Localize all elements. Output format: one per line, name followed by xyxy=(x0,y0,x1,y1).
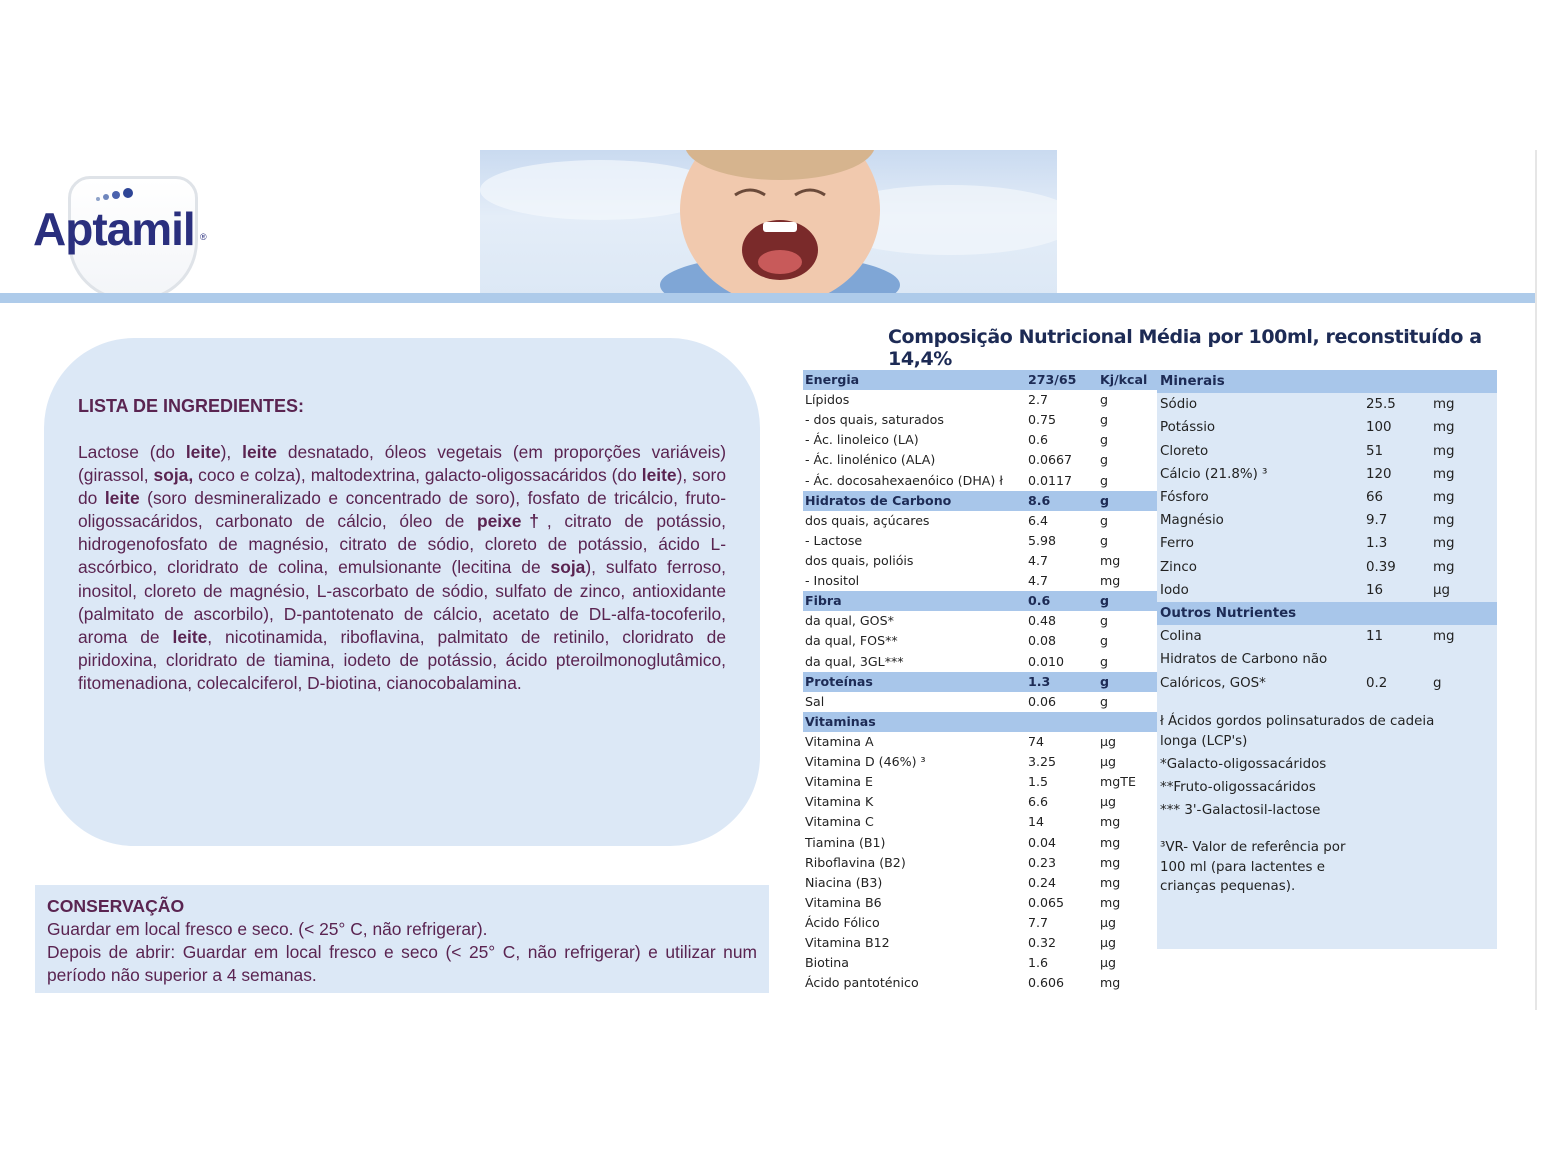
table-row xyxy=(803,531,1159,551)
row-value: 51 xyxy=(1366,443,1384,459)
table-row xyxy=(803,973,1159,993)
table-row xyxy=(1157,671,1497,694)
ingredient-text: Lactose (do xyxy=(78,442,186,462)
table-row xyxy=(803,732,1159,752)
table-row xyxy=(1157,648,1497,671)
ingredients-text xyxy=(78,441,726,695)
table-row xyxy=(1157,509,1497,532)
table-section-header xyxy=(803,672,1159,692)
table-row xyxy=(803,571,1159,591)
row-value: 0.39 xyxy=(1366,559,1396,575)
row-unit: mg xyxy=(1433,513,1455,529)
table-row xyxy=(803,430,1159,450)
brand-name: Aptamil xyxy=(33,203,195,255)
row-unit: g xyxy=(1100,653,1108,669)
row-unit: µg xyxy=(1100,794,1117,810)
row-unit: mg xyxy=(1100,834,1121,850)
footnote-3gl: *** 3'-Galactosil-lactose xyxy=(1160,802,1321,818)
row-value: 1.3 xyxy=(1366,536,1388,552)
table-row xyxy=(803,772,1159,792)
table-row xyxy=(1157,416,1497,439)
row-value: 0.08 xyxy=(1028,633,1057,649)
row-value: 74 xyxy=(1028,734,1045,750)
row-value: 0.23 xyxy=(1028,854,1057,870)
row-value: 120 xyxy=(1366,466,1392,482)
footnote-vr: ³VR- Valor de referência por 100 ml (para lactentes e crianças pequenas). xyxy=(1160,840,1346,894)
row-label: Cloreto xyxy=(1160,443,1209,459)
row-unit: g xyxy=(1100,432,1108,448)
row-value: 0.32 xyxy=(1028,935,1057,951)
row-label: Vitamina E xyxy=(805,774,873,790)
row-value: 0.606 xyxy=(1028,975,1065,991)
row-value: 9.7 xyxy=(1366,513,1388,529)
row-label: Ácido pantoténico xyxy=(805,975,919,991)
row-unit: mg xyxy=(1100,553,1121,569)
nutrition-table xyxy=(803,370,1159,993)
row-value: 0.06 xyxy=(1028,693,1057,709)
row-unit: µg xyxy=(1100,955,1117,971)
row-label: Ácido Fólico xyxy=(805,915,880,930)
table-row xyxy=(1157,532,1497,555)
row-unit: g xyxy=(1100,412,1108,428)
row-unit: mg xyxy=(1433,490,1455,506)
row-unit: g xyxy=(1100,613,1108,629)
table-row xyxy=(803,471,1159,491)
table-row xyxy=(803,953,1159,973)
table-section-header xyxy=(1157,602,1497,625)
row-label: Sódio xyxy=(1160,397,1198,413)
row-value: 0.24 xyxy=(1028,874,1057,890)
row-label: Potássio xyxy=(1160,420,1216,436)
footnotes xyxy=(1160,712,1460,900)
row-value: 66 xyxy=(1366,490,1384,506)
row-label: Niacina (B3) xyxy=(805,874,883,890)
baby-illustration xyxy=(480,150,1057,298)
row-label: Calóricos, GOS* xyxy=(1160,675,1266,691)
row-unit: g xyxy=(1433,675,1442,691)
row-unit: mg xyxy=(1100,814,1121,830)
row-value: 3.25 xyxy=(1028,754,1057,770)
row-unit: g xyxy=(1098,591,1159,611)
row-value: 8.6 xyxy=(1026,491,1098,511)
row-label: Vitamina B6 xyxy=(805,894,882,910)
row-label: Riboflavina (B2) xyxy=(805,854,906,870)
row-value: 0.04 xyxy=(1028,834,1057,850)
table-row xyxy=(803,390,1159,410)
nutrition-title: Composição Nutricional Média por 100ml, reconstituído a 14,4% xyxy=(888,326,1482,370)
table-section-header xyxy=(1157,370,1497,393)
row-unit: g xyxy=(1100,452,1108,468)
allergen-text: leite xyxy=(641,465,677,486)
row-label: Minerais xyxy=(1157,370,1363,393)
row-value: 1.6 xyxy=(1028,955,1049,971)
row-unit: mg xyxy=(1433,420,1455,436)
ingredient-text: , nicotinamida, riboflavina, palmitato de retinilo, cloridrato de piridoxina, cloridrato de tiamina, iodeto de potássio, ácido pteroilmonoglutâmico, fitomenadiona, colecalciferol, D-biotina, cianocobalamina. xyxy=(78,626,726,693)
table-section-header xyxy=(803,491,1159,511)
right-divider xyxy=(1535,150,1537,1010)
allergen-text: leite xyxy=(185,442,221,462)
row-unit: mg xyxy=(1433,443,1455,459)
row-label: Ferro xyxy=(1160,536,1194,552)
row-label: Outros Nutrientes xyxy=(1157,602,1363,625)
row-unit: g xyxy=(1098,672,1159,692)
row-value: 14 xyxy=(1028,814,1045,830)
row-value: 0.75 xyxy=(1028,412,1057,428)
row-value: 0.0667 xyxy=(1028,452,1073,468)
table-row xyxy=(1157,393,1497,416)
row-label: Hidratos de Carbono não xyxy=(1160,652,1328,668)
allergen-text: peixe† xyxy=(476,511,547,532)
row-unit: mg xyxy=(1100,573,1121,589)
row-unit: g xyxy=(1100,693,1108,709)
row-unit: µg xyxy=(1433,582,1451,598)
allergen-text: soja xyxy=(550,557,586,578)
ingredient-text: (soro desmineralizado e concentrado de soro), fosfato de tricálcio, fruto-oligossacáridos, carbonato de cálcio, óleo de xyxy=(78,488,726,532)
row-label: Energia xyxy=(803,370,1026,390)
row-unit: µg xyxy=(1100,734,1117,750)
row-label: da qual, 3GL*** xyxy=(805,653,904,669)
ingredient-text: ), xyxy=(220,442,243,462)
table-row xyxy=(1157,440,1497,463)
row-value: 1.5 xyxy=(1028,774,1049,790)
row-label: Hidratos de Carbono xyxy=(803,491,1026,511)
row-unit: g xyxy=(1100,392,1108,408)
table-row xyxy=(803,652,1159,672)
row-label: Vitamina A xyxy=(805,734,874,750)
row-value: 273/65 xyxy=(1026,370,1098,390)
row-label: Biotina xyxy=(805,955,849,971)
row-label: Colina xyxy=(1160,629,1202,645)
row-label: - Ác. docosahexaenóico (DHA) ł xyxy=(805,472,1003,488)
row-value: 11 xyxy=(1366,629,1384,645)
row-value: 0.6 xyxy=(1026,591,1098,611)
row-value: 6.4 xyxy=(1028,512,1049,528)
allergen-text: leite xyxy=(104,488,140,509)
table-row xyxy=(803,511,1159,531)
footnote-fos: **Fruto-oligossacáridos xyxy=(1160,779,1316,795)
ingredient-text: desnatado, óleos vegetais (em proporções variáveis) (girassol, xyxy=(78,442,726,486)
row-label: Fibra xyxy=(803,591,1026,611)
row-label: Vitamina B12 xyxy=(805,935,890,951)
row-value: 0.48 xyxy=(1028,613,1057,629)
row-unit: µg xyxy=(1100,915,1117,930)
row-label: - Inositol xyxy=(805,573,860,589)
table-row xyxy=(803,631,1159,651)
row-label: - Ác. linolénico (ALA) xyxy=(805,452,936,468)
row-value: 0.6 xyxy=(1028,432,1049,448)
row-value: 0.2 xyxy=(1366,675,1388,691)
table-row xyxy=(803,873,1159,893)
header-baby-image xyxy=(480,150,1057,298)
row-label: - dos quais, saturados xyxy=(805,412,944,428)
table-row xyxy=(803,752,1159,772)
table-row xyxy=(1157,486,1497,509)
table-section-header xyxy=(803,591,1159,611)
table-section-header xyxy=(803,370,1159,390)
ingredient-text: ), sulfato ferroso, inositol, cloreto de magnésio, L-ascorbato de sódio, sulfato de zinco, antioxidante (palmitato de ascorbilo), D-pantotenato de cálcio, acetato de DL-alfa-tocoferilo, aroma de xyxy=(78,557,726,647)
row-value: 7.7 xyxy=(1028,915,1049,930)
ingredient-text: ), soro do xyxy=(78,465,726,509)
row-label: da qual, FOS** xyxy=(805,633,898,649)
row-unit: mgTE xyxy=(1100,774,1136,790)
row-label: - Lactose xyxy=(805,532,863,548)
row-unit: Kj/kcal xyxy=(1098,370,1159,390)
conservation-title: CONSERVAÇÃO xyxy=(47,896,185,916)
table-row xyxy=(1157,556,1497,579)
minerals-table xyxy=(1157,370,1497,695)
row-unit: g xyxy=(1098,491,1159,511)
ingredients-title: LISTA DE INGREDIENTES: xyxy=(78,396,305,416)
allergen-text: leite xyxy=(242,442,277,462)
registered-mark: ® xyxy=(200,232,207,242)
row-value: 100 xyxy=(1366,420,1392,436)
table-row xyxy=(803,692,1159,712)
table-row xyxy=(803,812,1159,832)
row-value: 4.7 xyxy=(1028,553,1049,569)
ingredient-text: , citrato de potássio, hidrogenofosfato de magnésio, citrato de sódio, cloreto de potássio, ácido L-ascórbico, cloridrato de colina, emulsionante (lecitina de xyxy=(78,511,726,578)
row-label: Tiamina (B1) xyxy=(805,834,886,850)
row-label: - Ác. linoleico (LA) xyxy=(805,432,919,448)
table-row xyxy=(1157,579,1497,602)
row-unit: µg xyxy=(1100,754,1117,770)
table-row xyxy=(803,410,1159,430)
row-label: Vitamina C xyxy=(805,814,874,830)
row-value xyxy=(1363,602,1430,625)
row-label: Iodo xyxy=(1160,582,1189,598)
conservation-box xyxy=(35,885,769,993)
row-value: 0.010 xyxy=(1028,653,1065,669)
row-unit: mg xyxy=(1433,629,1455,645)
row-label: Cálcio (21.8%) ³ xyxy=(1160,466,1268,482)
allergen-text: soja, xyxy=(153,465,194,486)
row-label: Vitamina D (46%) ³ xyxy=(805,754,926,770)
row-unit: g xyxy=(1100,472,1108,488)
row-label: Vitaminas xyxy=(803,712,1026,732)
row-unit xyxy=(1098,712,1159,732)
row-label: Fósforo xyxy=(1160,490,1209,506)
row-value: 5.98 xyxy=(1028,532,1057,548)
row-label: dos quais, polióis xyxy=(805,553,914,569)
row-unit: mg xyxy=(1433,536,1455,552)
row-unit: g xyxy=(1100,633,1108,649)
row-unit: mg xyxy=(1433,466,1455,482)
row-label: Lípidos xyxy=(805,392,850,408)
header-band xyxy=(0,293,1536,303)
row-value: 0.065 xyxy=(1028,894,1065,910)
table-row xyxy=(1157,463,1497,486)
row-unit xyxy=(1430,602,1497,625)
row-label: dos quais, açúcares xyxy=(805,512,930,528)
row-unit: g xyxy=(1100,532,1108,548)
allergen-text: leite xyxy=(172,626,208,647)
row-unit: mg xyxy=(1100,894,1121,910)
aptamil-logo xyxy=(28,170,213,305)
row-value: 0.0117 xyxy=(1028,472,1073,488)
row-unit: mg xyxy=(1433,397,1455,413)
row-label: Vitamina K xyxy=(805,794,874,810)
table-row xyxy=(803,833,1159,853)
row-label: da qual, GOS* xyxy=(805,613,894,629)
ingredient-text: coco e colza), maltodextrina, galacto-oligossacáridos (do xyxy=(193,465,642,486)
row-unit: µg xyxy=(1100,935,1117,951)
row-value: 6.6 xyxy=(1028,794,1049,810)
table-row xyxy=(803,611,1159,631)
table-row xyxy=(1157,625,1497,648)
row-value: 25.5 xyxy=(1366,397,1396,413)
row-value: 16 xyxy=(1366,582,1384,598)
row-label: Magnésio xyxy=(1160,513,1224,529)
row-unit: mg xyxy=(1100,854,1121,870)
row-label: Sal xyxy=(805,693,825,709)
table-row xyxy=(803,933,1159,953)
row-unit: mg xyxy=(1100,874,1121,890)
table-row xyxy=(803,913,1159,933)
row-label: Proteínas xyxy=(803,672,1026,692)
row-value xyxy=(1363,370,1430,393)
table-row xyxy=(803,853,1159,873)
row-value: 4.7 xyxy=(1028,573,1049,589)
row-unit: g xyxy=(1100,512,1108,528)
table-row xyxy=(803,450,1159,470)
footnote-lcp: ł Ácidos gordos polinsaturados de cadeia longa (LCP's) xyxy=(1160,714,1435,749)
row-value: 2.7 xyxy=(1028,392,1049,408)
row-unit: mg xyxy=(1433,559,1455,575)
conservation-line-2: Depois de abrir: Guardar em local fresco e seco (< 25° C, não refrigerar) e utilizar num período não superior a 4 semanas. xyxy=(47,942,757,985)
table-row xyxy=(803,792,1159,812)
row-unit xyxy=(1430,370,1497,393)
row-value: 1.3 xyxy=(1026,672,1098,692)
table-row xyxy=(803,551,1159,571)
table-row xyxy=(803,893,1159,913)
row-value xyxy=(1026,712,1098,732)
table-section-header xyxy=(803,712,1159,732)
conservation-line-1: Guardar em local fresco e seco. (< 25° C, não refrigerar). xyxy=(47,919,488,939)
row-label: Zinco xyxy=(1160,559,1197,575)
row-unit: mg xyxy=(1100,975,1121,991)
footnote-gos: *Galacto-oligossacáridos xyxy=(1160,756,1327,772)
